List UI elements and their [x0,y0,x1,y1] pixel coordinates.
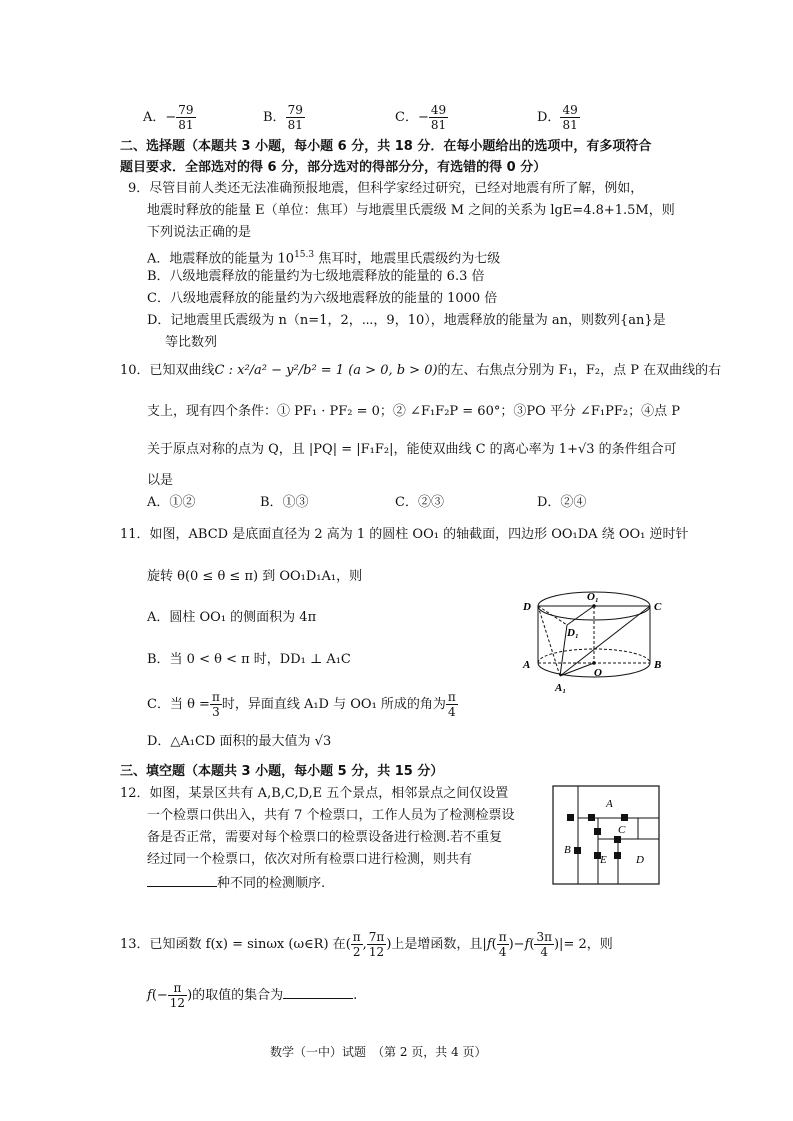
q11-option-b: B．当 0 < θ < π 时，DD₁ ⊥ A₁C [147,652,351,667]
fig-label-d: D [523,601,531,613]
q9-option-d-line1: D．记地震里氏震级为 n（n=1，2，⋯，9，10），地震释放的能量为 an，则数列{an}是 [147,313,666,328]
fig-label-c: C [654,601,662,613]
section2-heading-line1: 二、选择题（本题共 3 小题，每小题 6 分，共 18 分．在每小题给出的选项中，有多项符合 [120,139,652,154]
q10-line3: 关于原点对称的点为 Q，且 |PQ| = |F₁F₂|，能使双曲线 C 的离心率为 1+√3 的条件组合可 [147,442,677,457]
q9-option-a: A．地震释放的能量为 $10^{15.3}$ 焦耳时，地震里氏震级约为七级 [147,250,501,267]
q13-line2: f(− $\frac{\pi}{12}$ )的取值的集合为 . [147,981,358,1010]
q11-option-c: C．当 θ = $\frac{\pi}{3}$ 时，异面直线 A₁D 与 OO₁ 所成的角为 $\frac{\pi}{4}$ [147,690,456,719]
q12-line4: 经过同一个检票口，依次对所有检票口进行检测，则共有 [147,852,473,867]
q9-option-b: B．八级地震释放的能量约为七级地震释放的能量的 6.3 倍 [147,269,485,284]
q11-line1: 11．如图，ABCD 是底面直径为 2 高为 1 的圆柱 OO₁ 的轴截面，四边形 OO₁DA 绕 OO₁ 逆时针 [120,527,689,542]
q10-option-c: C．②③ [395,495,444,510]
top-option-d: D． $\frac{49}{81}$ [537,103,578,132]
q12-line3: 备是否正常，需要对每个检票口的检票设备进行检测.若不重复 [147,830,503,845]
q9-line3: 下列说法正确的是 [147,225,252,240]
scenic-label-a: A [606,798,613,810]
q9-option-d-line2: 等比数列 [165,335,218,350]
q9-option-c: C．八级地震释放的能量约为六级地震释放的能量的 1000 倍 [147,291,498,306]
q10-line4: 以是 [147,473,174,488]
cylinder-figure [515,588,675,698]
fig-label-o: O [594,667,602,679]
page-footer: 数学（一中）试题 （第 2 页，共 4 页） [270,1045,487,1059]
q10-line1: 10．已知双曲线C : x²/a² − y²/b² = 1 (a > 0, b > 0)的左、右焦点分别为 F₁，F₂，点 P 在双曲线的右 [120,363,722,378]
q10-option-a: A．①② [147,495,196,510]
q11-option-a: A．圆柱 OO₁ 的侧面积为 4π [147,610,317,625]
q11-line2: 旋转 θ(0 ≤ θ ≤ π) 到 OO₁D₁A₁，则 [147,569,363,584]
top-option-a: A．− $\frac{79}{81}$ [143,103,194,132]
top-option-b: B． $\frac{79}{81}$ [263,103,303,132]
top-option-c: C．− $\frac{49}{81}$ [395,103,447,132]
q12-line5: 种不同的检测顺序. [147,873,325,893]
q12-answer-blank[interactable] [147,873,217,887]
q11-option-d: D．△A₁CD 面积的最大值为 √3 [147,734,332,749]
q12-line2: 一个检票口供出入，共有 7 个检票口，工作人员为了检测检票设 [147,808,515,823]
fig-label-b: B [654,659,662,671]
q13-answer-blank[interactable] [283,985,353,999]
q10-line2: 支上，现有四个条件：① PF₁ · PF₂ = 0；② ∠F₁F₂P = 60°；③PO 平分 ∠F₁PF₂；④点 P [147,404,681,419]
scenic-label-d: D [636,854,644,866]
fig-label-a1: A₁ [555,682,567,694]
q10-option-b: B．①③ [260,495,309,510]
scenic-label-e: E [600,854,607,866]
q10-option-d: D．②④ [537,495,587,510]
q13-line1: 13．已知函数 f(x) = sinωx (ω∈R) 在( $\frac{\pi}{2}$ , $\frac{7\pi}{12}$ )上是增函数，且|f( $\frac{\pi}{4}$ )−f( $\frac{3\pi}{4}$ )|= 2，则 [120,930,613,959]
scenic-figure [552,785,660,885]
fig-label-o1: O₁ [587,591,599,603]
fig-label-d1: D₁ [567,627,579,639]
section2-heading-line2: 题目要求．全部选对的得 6 分，部分选对的得部分分，有选错的得 0 分） [120,160,547,175]
scenic-label-c: C [618,824,626,836]
section3-heading: 三、填空题（本题共 3 小题，每小题 5 分，共 15 分） [120,764,444,779]
q9-line1: 9．尽管目前人类还无法准确预报地震，但科学家经过研究，已经对地震有所了解，例如， [128,181,644,196]
fig-label-a: A [523,659,531,671]
q9-line2: 地震时释放的能量 E（单位：焦耳）与地震里氏震级 M 之间的关系为 lgE=4.8+1.5M，则 [147,203,675,218]
q12-line1: 12．如图，某景区共有 A,B,C,D,E 五个景点，相邻景点之间仅设置 [120,786,509,801]
scenic-label-b: B [564,844,571,856]
